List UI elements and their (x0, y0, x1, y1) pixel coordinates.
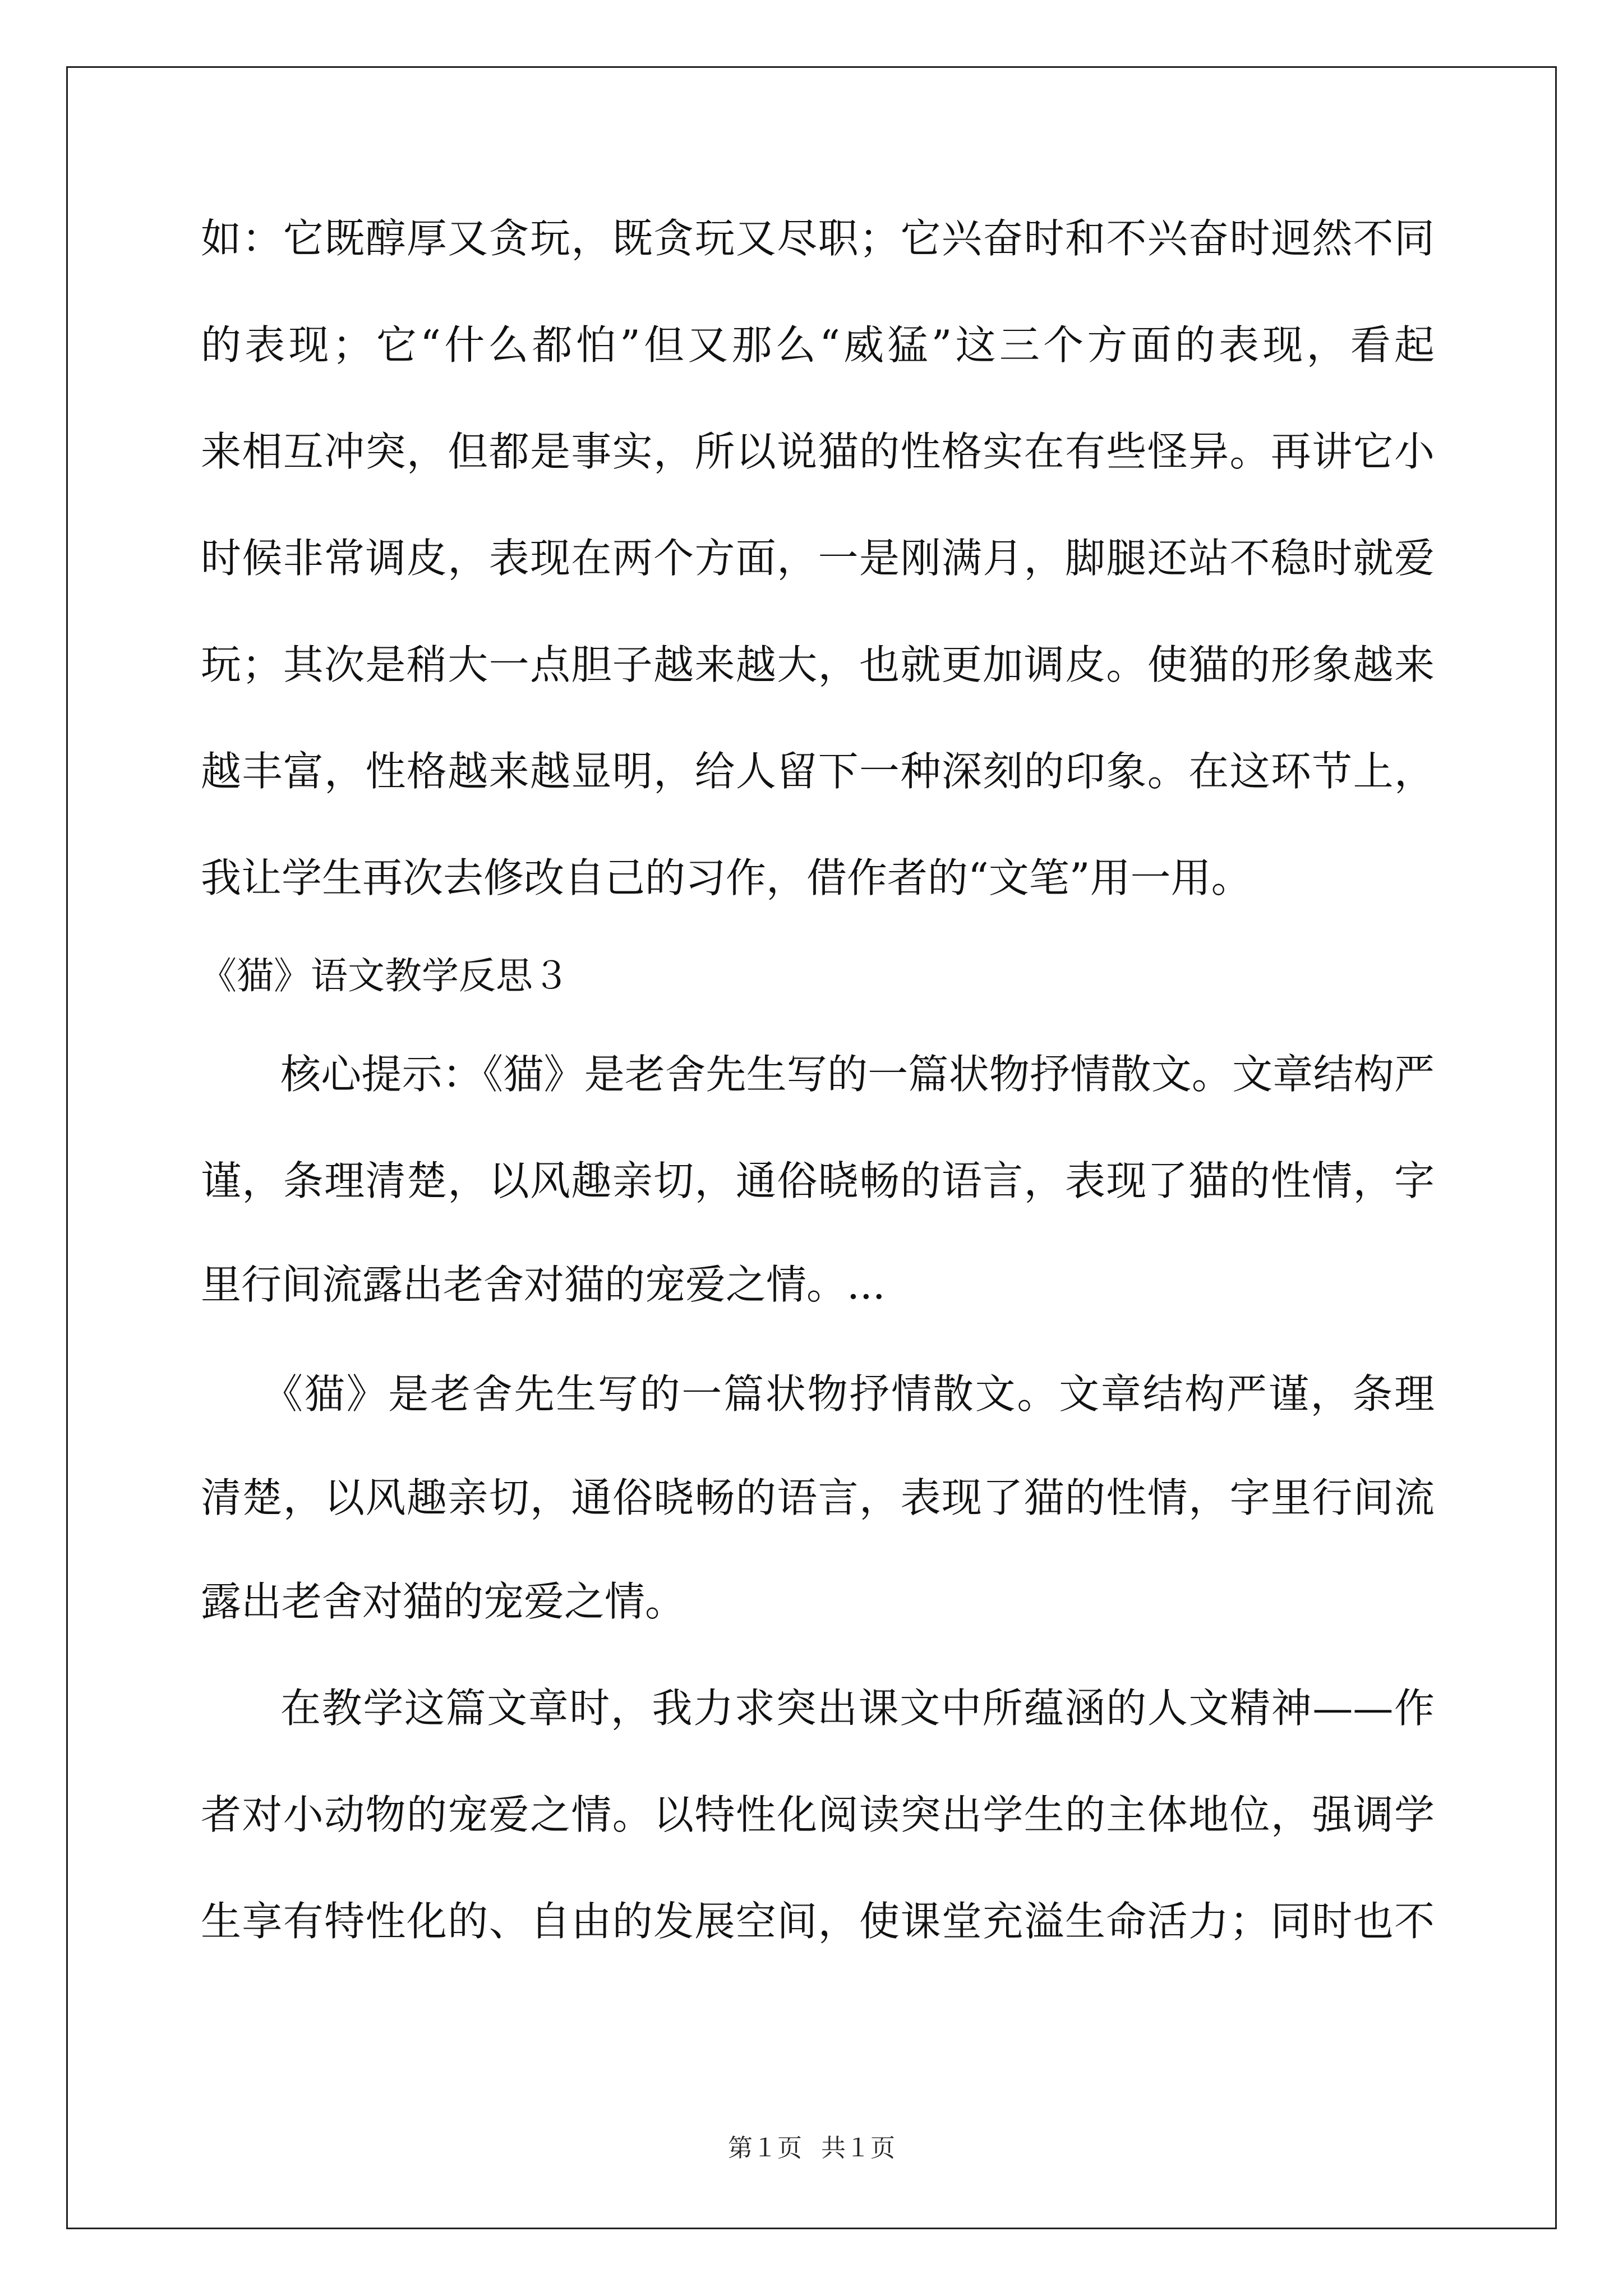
page-total: 共１页 (821, 2134, 895, 2162)
text-line: 来相互冲突，但都是事实，所以说猫的性格实在有些怪异。再讲它小 (201, 428, 1435, 475)
text-line: 时候非常调皮，表现在两个方面，一是刚满月，脚腿还站不稳时就爱 (201, 535, 1435, 582)
text-line: 生享有特性化的、自由的发展空间，使课堂充溢生命活力；同时也不 (201, 1898, 1435, 1945)
text-line: 越丰富，性格越来越显明，给人留下一种深刻的印象。在这环节上， (201, 748, 1435, 795)
text-line: 里行间流露出老舍对猫的宠爱之情。... (201, 1261, 886, 1308)
section-heading: 《猫》语文教学反思３ (200, 954, 570, 997)
text-line: 玩；其次是稍大一点胆子越来越大，也就更加调皮。使猫的形象越来 (201, 641, 1435, 688)
text-line: 我让学生再次去修改自己的习作，借作者的“文笔”用一用。 (201, 854, 1252, 901)
text-line: 者对小动物的宠爱之情。以特性化阅读突出学生的主体地位，强调学 (201, 1791, 1435, 1838)
text-line: 谨，条理清楚，以风趣亲切，通俗晓畅的语言，表现了猫的性情，字 (201, 1157, 1435, 1204)
text-line: 核心提示：《猫》是老舍先生写的一篇状物抒情散文。文章结构严 (280, 1051, 1435, 1098)
text-line: 如：它既醇厚又贪玩，既贪玩又尽职；它兴奋时和不兴奋时迥然不同 (201, 215, 1435, 262)
text-line: 的表现；它“什么都怕”但又那么“威猛”这三个方面的表现，看起 (201, 321, 1435, 369)
text-line: 清楚，以风趣亲切，通俗晓畅的语言，表现了猫的性情，字里行间流 (201, 1474, 1435, 1521)
text-line: 露出老舍对猫的宠爱之情。 (201, 1578, 686, 1625)
text-line: 《猫》是老舍先生写的一篇状物抒情散文。文章结构严谨，条理 (262, 1370, 1435, 1418)
page-number: 第１页 (728, 2134, 802, 2162)
page-footer (0, 2132, 1623, 2165)
text-line: 在教学这篇文章时，我力求突出课文中所蕴涵的人文精神——作 (280, 1685, 1435, 1732)
